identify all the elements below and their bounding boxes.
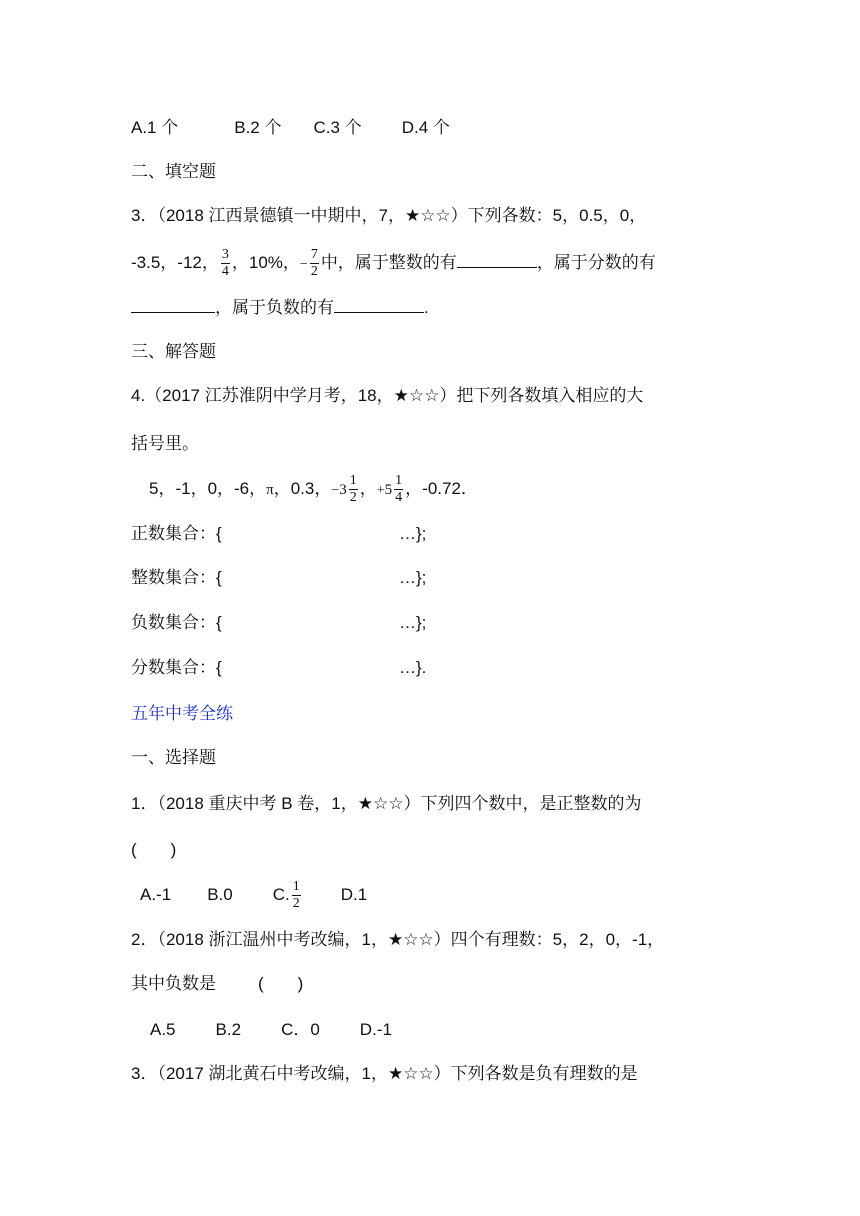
- set-integer-label: 整数集合：{: [131, 568, 222, 587]
- q4-mixed1-sign: −: [331, 482, 340, 498]
- p2-line1: 2．（2018 浙江温州中考改编，1，★☆☆）四个有理数：5，2，0，-1，: [131, 930, 665, 949]
- p2-option-b[interactable]: B.2: [215, 1020, 242, 1039]
- p2-option-d[interactable]: D.-1: [359, 1020, 392, 1039]
- q4-comma: ，: [359, 478, 377, 498]
- q4-mixed2-fraction: $\frac{1}{4}$: [395, 473, 403, 505]
- set-negative-end: …};: [399, 613, 427, 632]
- five-year-heading: 五年中考全练: [131, 704, 233, 723]
- q3-fraction-3-4: $\frac{3}{4}$: [221, 247, 229, 279]
- q3-negative-blank[interactable]: [334, 296, 424, 313]
- q3-negative-prompt: ，属于负数的有: [215, 298, 334, 317]
- q2-option-d: D.4 个: [401, 118, 450, 137]
- p2-option-c[interactable]: C．0: [281, 1020, 320, 1039]
- q4-number-list: [149, 474, 478, 505]
- q2-option-c: C.3 个: [313, 118, 362, 137]
- set-positive[interactable]: [131, 522, 426, 546]
- q4-mixed2-int: 5: [384, 481, 393, 498]
- set-fraction[interactable]: [131, 656, 426, 680]
- section-choice-heading: 一、选择题: [131, 748, 216, 767]
- q3-fraction-prompt: ，属于分数的有: [536, 252, 656, 272]
- p1-option-a[interactable]: A.-1: [140, 884, 172, 904]
- set-fraction-label: 分数集合：{: [131, 658, 222, 677]
- q4-pi: π: [266, 481, 274, 498]
- q4-mixed1-fraction: $\frac{1}{2}$: [349, 473, 357, 505]
- set-negative[interactable]: [131, 611, 426, 635]
- q3-line3: [131, 296, 429, 320]
- q4-numbers-b: ，0.3，: [273, 478, 332, 498]
- p2-answer-paren[interactable]: ( ): [258, 974, 304, 993]
- q4-numbers-c: ，-0.72．: [405, 478, 478, 498]
- q3-numbers-b: ，10%，: [231, 252, 300, 272]
- q2-options: [131, 116, 450, 140]
- p1-line1: 1．（2018 重庆中考 B 卷，1，★☆☆）下列四个数中，是正整数的为: [131, 794, 642, 813]
- section-fill-heading: 二、填空题: [131, 162, 216, 181]
- q4-numbers-a: 5，-1，0，-6，: [149, 478, 267, 498]
- section-answer-heading: 三、解答题: [131, 342, 216, 361]
- q4-mixed1-int: 3: [339, 481, 347, 498]
- p1-option-b[interactable]: B.0: [207, 884, 233, 904]
- p1-option-c[interactable]: C. $\frac{1}{2}$: [272, 879, 300, 911]
- set-integer[interactable]: [131, 566, 426, 590]
- q3-line2: [131, 248, 656, 279]
- set-positive-end: …};: [399, 524, 427, 543]
- p1-option-c-fraction: $\frac{1}{2}$: [292, 879, 300, 911]
- p3-line1: 3．（2017 湖北黄石中考改编，1，★☆☆）下列各数是负有理数的是: [131, 1064, 638, 1083]
- q3-period: .: [424, 298, 429, 317]
- q2-option-a: A.1 个: [131, 118, 179, 137]
- q4-line2: 括号里。: [131, 434, 199, 453]
- q3-fraction-7-2: $\frac{7}{2}$: [310, 247, 318, 279]
- p1-options: [140, 880, 367, 911]
- set-negative-label: 负数集合：{: [131, 613, 222, 632]
- set-positive-label: 正数集合：{: [131, 524, 222, 543]
- set-integer-end: …};: [399, 568, 427, 587]
- q4-mixed2-sign: +: [376, 482, 385, 498]
- q4-line1: 4.（2017 江苏淮阴中学月考，18，★☆☆）把下列各数填入相应的大: [131, 386, 644, 405]
- q3-minus-sign: −: [299, 256, 308, 272]
- q3-numbers-a: -3.5，-12，: [131, 252, 219, 272]
- p2-option-a[interactable]: A.5: [150, 1020, 176, 1039]
- q3-fraction-blank[interactable]: [131, 296, 215, 313]
- q3-integer-blank[interactable]: [457, 251, 537, 268]
- p1-option-d[interactable]: D.1: [340, 884, 368, 904]
- set-fraction-end: …}.: [399, 658, 427, 677]
- p2-line2: [131, 972, 303, 996]
- q3-integer-prompt: 中，属于整数的有: [320, 252, 457, 272]
- q2-option-b: B.2 个: [234, 118, 282, 137]
- p1-line2[interactable]: ( ): [131, 840, 177, 859]
- p2-prompt: 其中负数是: [131, 974, 216, 993]
- q3-line1: 3．（2018 江西景德镇一中期中，7，★☆☆）下列各数：5，0.5，0，: [131, 206, 647, 225]
- p2-options: [150, 1018, 392, 1042]
